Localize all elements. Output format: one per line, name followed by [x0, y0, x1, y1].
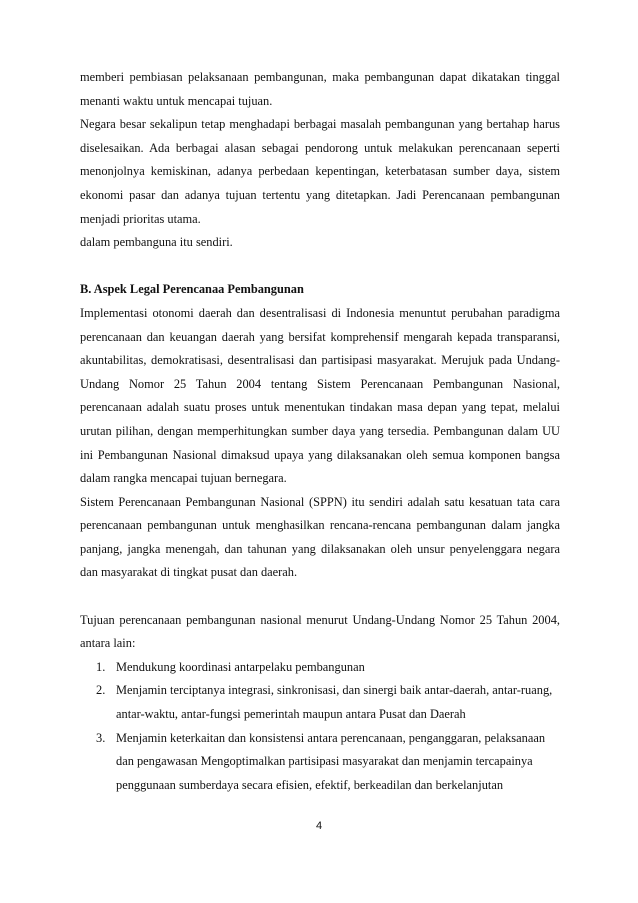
paragraph-2: Negara besar sekalipun tetap menghadapi berbagai masalah pembangunan yang bertahap harus diselesaikan. Ada berbagai alasan sebagai pendorong untuk melakukan perencanaan seperti menonjolnya kemiskinan, adanya perbedaan kepentingan, keterbatasan sumber daya, sistem ekonomi pasar dan adanya tujuan tertentu yang ditetapkan. Jadi Perencanaan pembangunan menjadi prioritas utama. [80, 117, 560, 226]
paragraph-6: Tujuan perencanaan pembangunan nasional menurut Undang-Undang Nomor 25 Tahun 2004, antara lain: [80, 612, 560, 651]
paragraph-4: Implementasi otonomi daerah dan desentralisasi di Indonesia menuntut perubahan paradigma perencanaan dan keuangan daerah yang bersifat komprehensif mengarah kepada transparansi, akuntabilitas, demokratisasi, desentralisasi dan partisipasi masyarakat. Merujuk pada Undang-Undang Nomor 25 Tahun 2004 tentang Sistem Perencanaan Pembangunan Nasional, perencanaan adalah suatu proses untuk menentukan tindakan masa depan yang tepat, melalui urutan pilihan, dengan memperhitungkan sumber daya yang tersedia. Pembangunan dalam UU ini Pembangunan Nasional dimaksud upaya yang dilaksanakan oleh semua komponen bangsa dalam rangka mencapai tujuan bernegara. [80, 305, 560, 486]
page-number: 4 [315, 820, 323, 832]
spacer [80, 255, 560, 279]
list-item [80, 656, 560, 680]
list-item-text: Menjamin terciptanya integrasi, sinkronisasi, dan sinergi baik antar-daerah, antar-ruang, antar-waktu, antar-fungsi pemerintah maupun antara Pusat dan Daerah [116, 683, 553, 722]
list-item-text: Menjamin keterkaitan dan konsistensi antara perencanaan, penganggaran, pelaksanaan dan pengawasan Mengoptimalkan partisipasi masyarakat dan menjamin tercapainya penggunaan sumberdaya secara efisien, efektif, berkeadilan dan berkelanjutan [116, 730, 546, 792]
objectives-list [80, 656, 560, 798]
list-item [80, 679, 560, 726]
paragraph-1: memberi pembiasan pelaksanaan pembangunan, maka pembangunan dapat dikatakan tinggal menanti waktu untuk mencapai tujuan. [80, 70, 560, 108]
list-item-number: 2. [96, 683, 106, 698]
list-item-number: 1. [96, 659, 106, 674]
list-item-text: Mendukung koordinasi antarpelaku pembangunan [116, 659, 365, 674]
list-item [80, 727, 560, 798]
spacer [80, 585, 560, 609]
list-item-number: 3. [96, 730, 106, 745]
paragraph-5: Sistem Perencanaan Pembangunan Nasional (SPPN) itu sendiri adalah satu kesatuan tata cara perencanaan pembangunan untuk menghasilkan rencana-rencana pembangunan dalam jangka panjang, jangka menengah, dan tahunan yang dilaksanakan oleh unsur penyelenggara negara dan masyarakat di tingkat pusat dan daerah. [80, 494, 560, 580]
section-heading: B. Aspek Legal Perencanaa Pembangunan [80, 282, 304, 297]
page-content [80, 66, 560, 797]
paragraph-3: dalam pembanguna itu sendiri. [80, 235, 233, 250]
